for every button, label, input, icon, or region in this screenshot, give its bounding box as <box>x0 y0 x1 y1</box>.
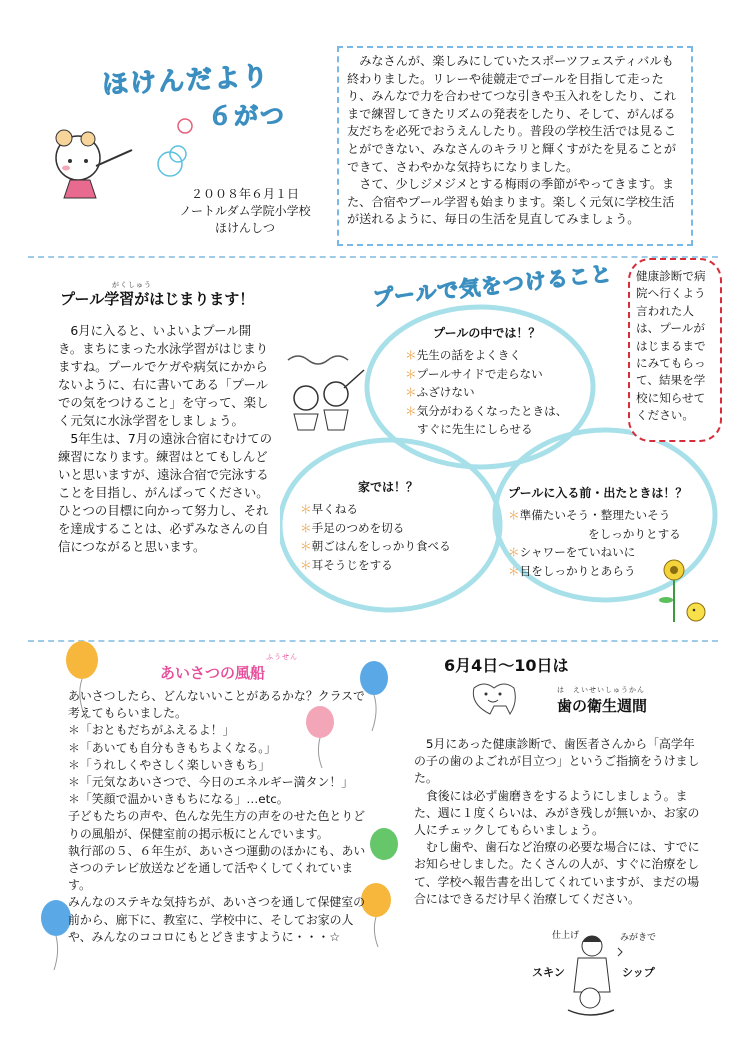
parent-brushing-child-illustration <box>556 932 626 1022</box>
checkup-note-text: 健康診断で病院へ行くよう言われた人は、プールがはじまるまでにみてもらって、結果を学校に知らせてください。 <box>636 269 706 423</box>
list-item: ＊ 先生の話をよくきく <box>405 346 605 364</box>
list-item: ＊ ふざけない <box>405 383 605 401</box>
school-name: ノートルダム学院小学校 <box>179 204 311 218</box>
list-item: ＊ シャワーをていねいに <box>508 543 714 561</box>
sunflower-chick-illustration <box>652 556 712 628</box>
greeting-paragraph: 子どもたちの声や、色んな先生方の声をのせた色とりどりの風船が、保健室前の掲示板にとんでいます。 <box>68 809 366 841</box>
swimming-kids-illustration <box>284 348 370 434</box>
greeting-item: ＊「おともだちがふえるよ！」 <box>68 723 235 738</box>
label-skin: スキン <box>532 966 565 979</box>
list-item: ＊ 気分がわるくなったときは、 <box>405 402 605 420</box>
smiling-tooth-illustration <box>462 680 542 722</box>
list-item: ＊ プールサイドで走らない <box>405 365 605 383</box>
in-pool-list <box>405 324 605 438</box>
pool-heading: プール学習がはじまります！ <box>60 290 255 308</box>
in-pool-title: プールの中では！？ <box>433 326 541 340</box>
greeting-item: ＊「うれしくやさしく楽しいきもち」 <box>68 757 271 772</box>
home-list <box>300 478 480 574</box>
issue-date: ２００８年６月１日 <box>190 187 299 201</box>
list-item: ＊ 朝ごはんをしっかり食べる <box>300 537 480 555</box>
intro-paragraph: みなさんが、楽しみにしていたスポーツフェスティバルも終わりました。リレーや徒競走でゴールを目指して走ったり、みんなで力を合わせてつな引きや玉入れをしたり、これまで練習してきたリズムの発表をしたり、そして、がんばる友だちを必死でおうえんしたり。普段の学校生活では見ることができない、みなさんのキラリと輝くすがたを見ることができて、さわやかな気持ちになりました。 <box>347 54 677 174</box>
greeting-item: ＊「元気なあいさつで、今日のエネルギー満タン！」 <box>68 775 354 790</box>
teeth-paragraph: むし歯や、歯石など治療の必要な場合には、すでにお知らせしました。たくさんの人が、すぐに治療をして、学校へ報告書を出してくれていますが、まだの場合にはできるだけ早く治療してください。 <box>414 840 700 906</box>
list-item-continued: をしっかりとする <box>588 526 681 541</box>
section-divider <box>28 256 718 258</box>
teeth-paragraph: 5月にあった健康診断で、歯医者さんから「高学年の子の歯のよごれが目立つ」というご指摘をうけました。 <box>414 737 700 786</box>
teeth-article <box>414 736 704 908</box>
teeth-heading: 歯の衛生週間 <box>557 697 648 715</box>
enter-pool-title: プールに入る前・出たときは！？ <box>508 486 688 500</box>
list-item: ＊ 準備たいそう・整理たいそう <box>508 506 714 524</box>
teeth-paragraph: 食後には必ず歯磨きをするようにしましょう。また、週に１度くらいは、みがき残しが無いか、お家の人にチェックしてもらいましょう。 <box>414 788 700 838</box>
list-item: ＊ 早くねる <box>300 500 480 518</box>
greeting-article <box>68 688 368 946</box>
checkup-note-bubble <box>628 258 722 442</box>
list-item: ＊ 手足のつめを切る <box>300 519 480 537</box>
intro-message <box>337 46 693 246</box>
pool-paragraph: 6月に入ると、いよいよプール開き。まちにまった水泳学習がはじまりますね。プールでケガや病気にかからないように、右に書いてある「プールでの気をつけること」を守って、楽しく元気に水泳学習をしましょう。 <box>58 323 269 428</box>
intro-paragraph: さて、少しジメジメとする梅雨の季節がやってきます。また、合宿やプール学習も始まります。楽しく元気に学校生活が送れるように、毎日の生活を見直してみましょう。 <box>347 177 675 227</box>
greeting-heading-ruby: ふうせん <box>266 653 298 661</box>
label-finish: 仕上げ <box>552 931 580 941</box>
greeting-heading: あいさつの風船 <box>160 664 266 682</box>
label-brush: みがきで <box>620 933 657 943</box>
greeting-paragraph: 執行部の５、６年生が、あいさつ運動のほかにも、あいさつのテレビ放送などを通して活やくしてくれています。 <box>68 843 366 893</box>
issue-info <box>160 186 330 237</box>
label-ship: シップ <box>622 966 655 979</box>
greeting-lead: あいさつしたら、どんないいことがあるかな？クラスで考えてもらいました。 <box>68 689 365 721</box>
list-item: ＊ 耳そうじをする <box>300 556 480 574</box>
newsletter-month: ６がつ <box>208 102 286 130</box>
list-item-continued: すぐに先生にしらせる <box>417 422 533 437</box>
teeth-heading-ruby: は えいせいしゅうかん <box>557 686 645 694</box>
home-title: 家では！？ <box>358 480 419 494</box>
list-item: ＊ 目をしっかりとあらう <box>508 562 714 580</box>
pool-paragraph: 5年生は、7月の遠泳合宿にむけての練習になります。練習はとてもしんどいと思いますが、遠泳合宿で完泳することを目指し、がんばってください。ひとつの目標に向かって努力し、それを達成することは、必ずみなさんの自信につながると思います。 <box>58 431 273 554</box>
pool-heading-ruby: がくしゅう <box>112 281 152 289</box>
office-name: ほけんしつ <box>214 221 275 235</box>
greeting-item: ＊「あいても自分もきもちよくなる。」 <box>68 740 277 755</box>
pool-article <box>58 322 274 556</box>
newsletter-title: ほけんだより <box>101 61 271 101</box>
greeting-item: ＊「笑顔で温かいきもちになる」…etc。 <box>68 792 289 807</box>
teeth-week-dates: 6月4日～10日は <box>444 656 569 675</box>
pool-care-title: プールで気をつけること <box>371 261 614 311</box>
greeting-paragraph: みんなのステキな気持ちが、あいさつを通して保健室の前から、廊下に、教室に、学校中に、そしてお家の人や、みんなのココロにもとどきますように・・・☆ <box>68 895 366 944</box>
